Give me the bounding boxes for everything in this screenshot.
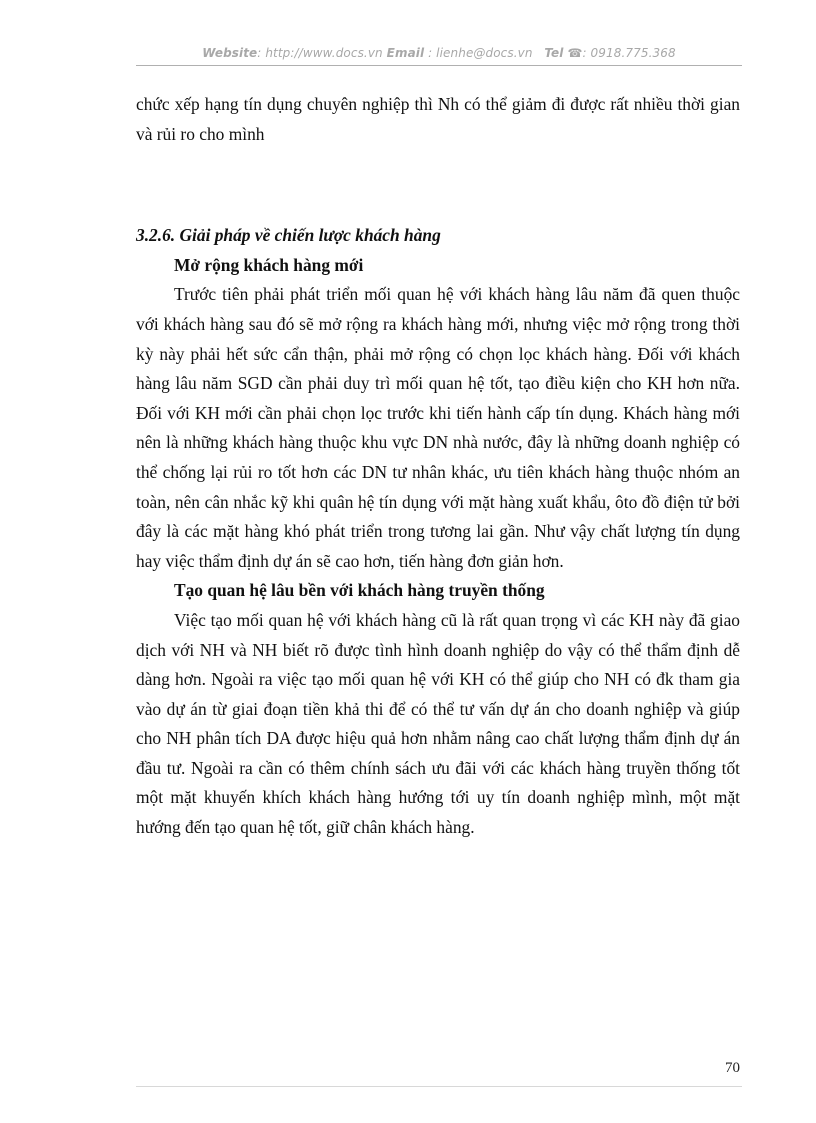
footer-divider (136, 1086, 742, 1087)
website-value: : http://www.docs.vn (257, 46, 383, 60)
tel-label: Tel (544, 46, 564, 60)
header-divider (136, 65, 742, 66)
section-heading: 3.2.6. Giải pháp về chiến lược khách hàng (136, 225, 441, 246)
paragraph-new-customers: Trước tiên phải phát triển mối quan hệ với khách hàng lâu năm đã quen thuộc với khách hàng sau đó sẽ mở rộng ra khách hàng mới, nhưng việc mở rộng trong thời kỳ này phải hết sức cẩn thận, phải mở rộng có chọn lọc khách hàng. Đối với khách hàng lâu năm SGD cần phải duy trì mối quan hệ tốt, tạo điều kiện cho KH hơn nữa. Đối với KH mới cần phải chọn lọc trước khi tiến hành cấp tín dụng. Khách hàng mới nên là những khách hàng thuộc khu vực DN nhà nước, đây là những doanh nghiệp có thể chống lại rủi ro tốt hơn các DN tư nhân khác, ưu tiên khách hàng thuộc nhóm an toàn, nên cân nhắc kỹ khi quân hệ tín dụng với mặt hàng xuất khẩu, ôto đồ điện tử bởi đây là các mặt hàng khó phát triển trong tương lai gần. Như vậy chất lượng tín dụng hay việc thẩm định dự án sẽ cao hơn, tiến hàng đơn giản hơn. (136, 284, 740, 571)
intro-paragraph: chức xếp hạng tín dụng chuyên nghiệp thì Nh có thể giảm đi được rất nhiều thời gian và rủi ro cho mình (136, 94, 740, 144)
email-label: Email (386, 46, 425, 60)
paragraph-traditional-customers: Việc tạo mối quan hệ với khách hàng cũ là rất quan trọng vì các KH này đã giao dịch với NH và NH biết rõ được tình hình doanh nghiệp do vậy có thể thẩm định dễ dàng hơn. Ngoài ra việc tạo mối quan hệ với KH có thể giúp cho NH có đk tham gia vào dự án từ giai đoạn tiền khả thi để có thể tư vấn dự án cho doanh nghiệp và giúp cho NH phân tích DA được hiệu quả hơn nhằm nâng cao chất lượng thẩm định dự án đầu tư. Ngoài ra cần có thêm chính sách ưu đãi với các khách hàng truyền thống tốt một mặt khuyến khích khách hàng hướng tới uy tín doanh nghiệp mình, một mặt hướng đến tạo quan hệ tốt, giữ chân khách hàng. (136, 609, 740, 838)
tel-value: : 0918.775.368 (582, 46, 676, 60)
phone-icon: ☎ (567, 46, 583, 60)
page-number: 70 (725, 1060, 740, 1076)
email-value: : lienhe@docs.vn (428, 46, 533, 60)
subsection-heading-traditional-customers: Tạo quan hệ lâu bền với khách hàng truyền thống (174, 580, 545, 601)
website-label: Website (202, 46, 258, 60)
page-header (136, 46, 742, 60)
document-body (136, 90, 740, 843)
subsection-heading-new-customers: Mở rộng khách hàng mới (174, 254, 364, 275)
